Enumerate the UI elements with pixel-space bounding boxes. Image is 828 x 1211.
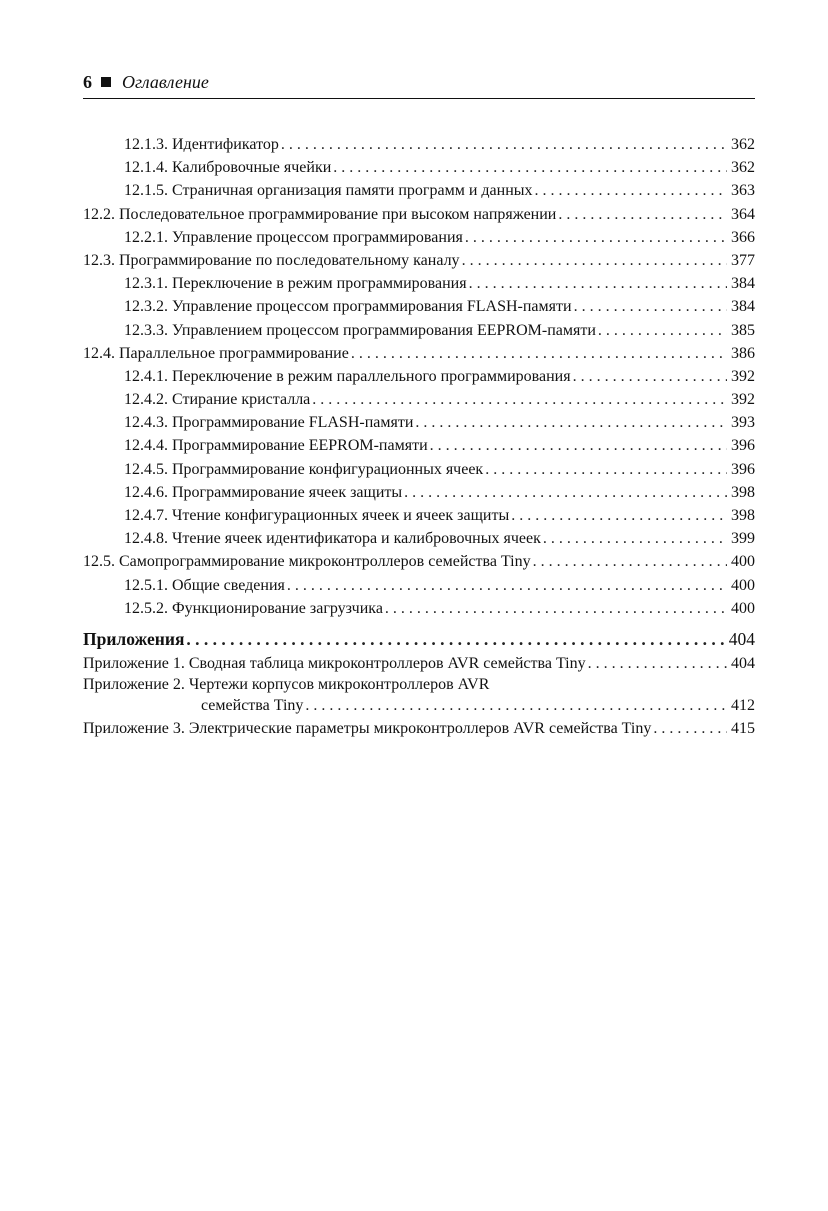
toc-entry (83, 481, 755, 504)
toc-entry-title: Приложение 2. Чертежи корпусов микроконтроллеров AVR (83, 676, 490, 694)
toc-chapter-appendices (83, 626, 755, 652)
toc-entry-title: 12.4.5. Программирование конфигурационных ячеек (124, 460, 484, 478)
toc-entry-title: 12.3. Программирование по последовательному каналу (83, 251, 460, 269)
table-of-contents (83, 133, 755, 740)
toc-entry-page: 386 (731, 344, 755, 362)
toc-entry-title: 12.3.1. Переключение в режим программирования (124, 275, 467, 293)
dot-leader (574, 295, 727, 318)
dot-leader (573, 365, 727, 388)
dot-leader (543, 527, 727, 550)
toc-entry-title: 12.4.7. Чтение конфигурационных ячеек и ячеек защиты (124, 507, 510, 524)
dot-leader (469, 272, 727, 295)
toc-entry-page: 363 (731, 182, 755, 200)
toc-entry-title: 12.5. Самопрограммирование микроконтроллеров семейства Tiny (83, 553, 531, 571)
toc-entry-title: Приложение 3. Электрические параметры микроконтроллеров AVR семейства Tiny (83, 720, 652, 738)
dot-leader (186, 626, 724, 652)
dot-leader (511, 504, 727, 527)
toc-entry (83, 295, 755, 318)
dot-leader (465, 226, 727, 249)
dot-leader (533, 550, 727, 573)
toc-entry-page: 377 (731, 251, 755, 269)
dot-leader (535, 179, 728, 202)
dot-leader (385, 597, 727, 620)
toc-entry-page: 392 (731, 367, 755, 385)
toc-entry-title: Приложение 1. Сводная таблица микроконтроллеров AVR семейства Tiny (83, 654, 586, 672)
toc-entry-page: 412 (731, 697, 755, 715)
toc-entry-title-continued: семейства Tiny (201, 697, 304, 715)
toc-entry (83, 272, 755, 295)
toc-entry-title: 12.4.8. Чтение ячеек идентификатора и калибровочных ячеек (124, 530, 541, 548)
toc-entry-page: 384 (731, 298, 755, 316)
toc-entry-page: 400 (731, 553, 755, 571)
toc-chapter-title: Приложения (83, 628, 185, 649)
toc-entry-page: 400 (731, 576, 755, 594)
toc-entry (83, 597, 755, 620)
dot-leader (598, 319, 727, 342)
toc-entry-title: 12.3.3. Управлением процессом программирования EEPROM-памяти (124, 321, 596, 339)
dot-leader (281, 133, 727, 156)
toc-entry-title: 12.1.4. Калибровочные ячейки (124, 159, 332, 177)
dot-leader (312, 388, 727, 411)
toc-entry (83, 458, 755, 481)
toc-entry-title: 12.1.3. Идентификатор (124, 136, 279, 153)
toc-entry (83, 504, 755, 527)
dot-leader (588, 652, 727, 675)
toc-entry-page: 362 (731, 136, 755, 153)
dot-leader (333, 156, 727, 179)
toc-entry (83, 133, 755, 156)
toc-entry-page: 415 (731, 720, 755, 738)
dot-leader (430, 434, 727, 457)
toc-entry-title: 12.4.1. Переключение в режим параллельного программирования (124, 367, 571, 385)
toc-entry-page: 396 (731, 460, 755, 478)
toc-entry (83, 574, 755, 597)
toc-entry-title: 12.4.2. Стирание кристалла (124, 391, 311, 409)
toc-entry-page: 362 (731, 159, 755, 177)
toc-entry (83, 203, 755, 226)
dot-leader (404, 481, 727, 504)
dot-leader (462, 249, 727, 272)
toc-entry-title: 12.4.3. Программирование FLASH-памяти (124, 414, 414, 432)
toc-entry-title: 12.4.4. Программирование EEPROM-памяти (124, 437, 428, 455)
toc-entry (83, 226, 755, 249)
dot-leader (558, 203, 727, 226)
dot-leader (653, 717, 727, 740)
toc-entry (83, 365, 755, 388)
toc-entry-page: 364 (731, 205, 755, 223)
toc-entry-page: 366 (731, 228, 755, 246)
toc-entry-title: 12.2.1. Управление процессом программирования (124, 228, 463, 246)
toc-entry (83, 411, 755, 434)
header-section-title: Оглавление (122, 72, 209, 92)
dot-leader (415, 411, 727, 434)
toc-entry-page: 398 (731, 507, 755, 524)
toc-entry-title: 12.4.6. Программирование ячеек защиты (124, 483, 403, 501)
page-number: 6 (83, 72, 92, 92)
toc-entry-title: 12.5.1. Общие сведения (124, 576, 285, 594)
toc-appendix-entry-line2 (83, 695, 755, 717)
toc-entry (83, 179, 755, 202)
toc-entry-page: 393 (731, 414, 755, 432)
toc-entry (83, 527, 755, 550)
dot-leader (287, 574, 727, 597)
toc-entry-page: 392 (731, 391, 755, 409)
toc-appendix-entry (83, 717, 755, 740)
toc-entry (83, 249, 755, 272)
toc-entry-title: 12.2. Последовательное программирование при высоком напряжении (83, 205, 557, 223)
toc-chapter-page: 404 (728, 628, 755, 649)
toc-entry-page: 404 (731, 654, 755, 672)
toc-entry-page: 396 (731, 437, 755, 455)
toc-entry-page: 399 (731, 530, 755, 548)
toc-entry (83, 319, 755, 342)
running-header (83, 72, 755, 99)
toc-entry (83, 156, 755, 179)
toc-appendix-entry-line1 (83, 675, 755, 695)
dot-leader (485, 458, 727, 481)
toc-entry-page: 384 (731, 275, 755, 293)
toc-appendix-entry (83, 652, 755, 675)
toc-entry (83, 342, 755, 365)
toc-entry (83, 550, 755, 573)
toc-entry-title: 12.3.2. Управление процессом программирования FLASH-памяти (124, 298, 572, 316)
dot-leader (305, 695, 727, 717)
toc-entry-title: 12.4. Параллельное программирование (83, 344, 349, 362)
toc-entry-page: 400 (731, 599, 755, 617)
square-bullet-icon (101, 77, 111, 87)
toc-entry-page: 398 (731, 483, 755, 501)
toc-entry (83, 434, 755, 457)
toc-entry (83, 388, 755, 411)
dot-leader (351, 342, 727, 365)
toc-entry-title: 12.1.5. Страничная организация памяти программ и данных (124, 182, 533, 200)
toc-entry-page: 385 (731, 321, 755, 339)
toc-entry-title: 12.5.2. Функционирование загрузчика (124, 599, 383, 617)
